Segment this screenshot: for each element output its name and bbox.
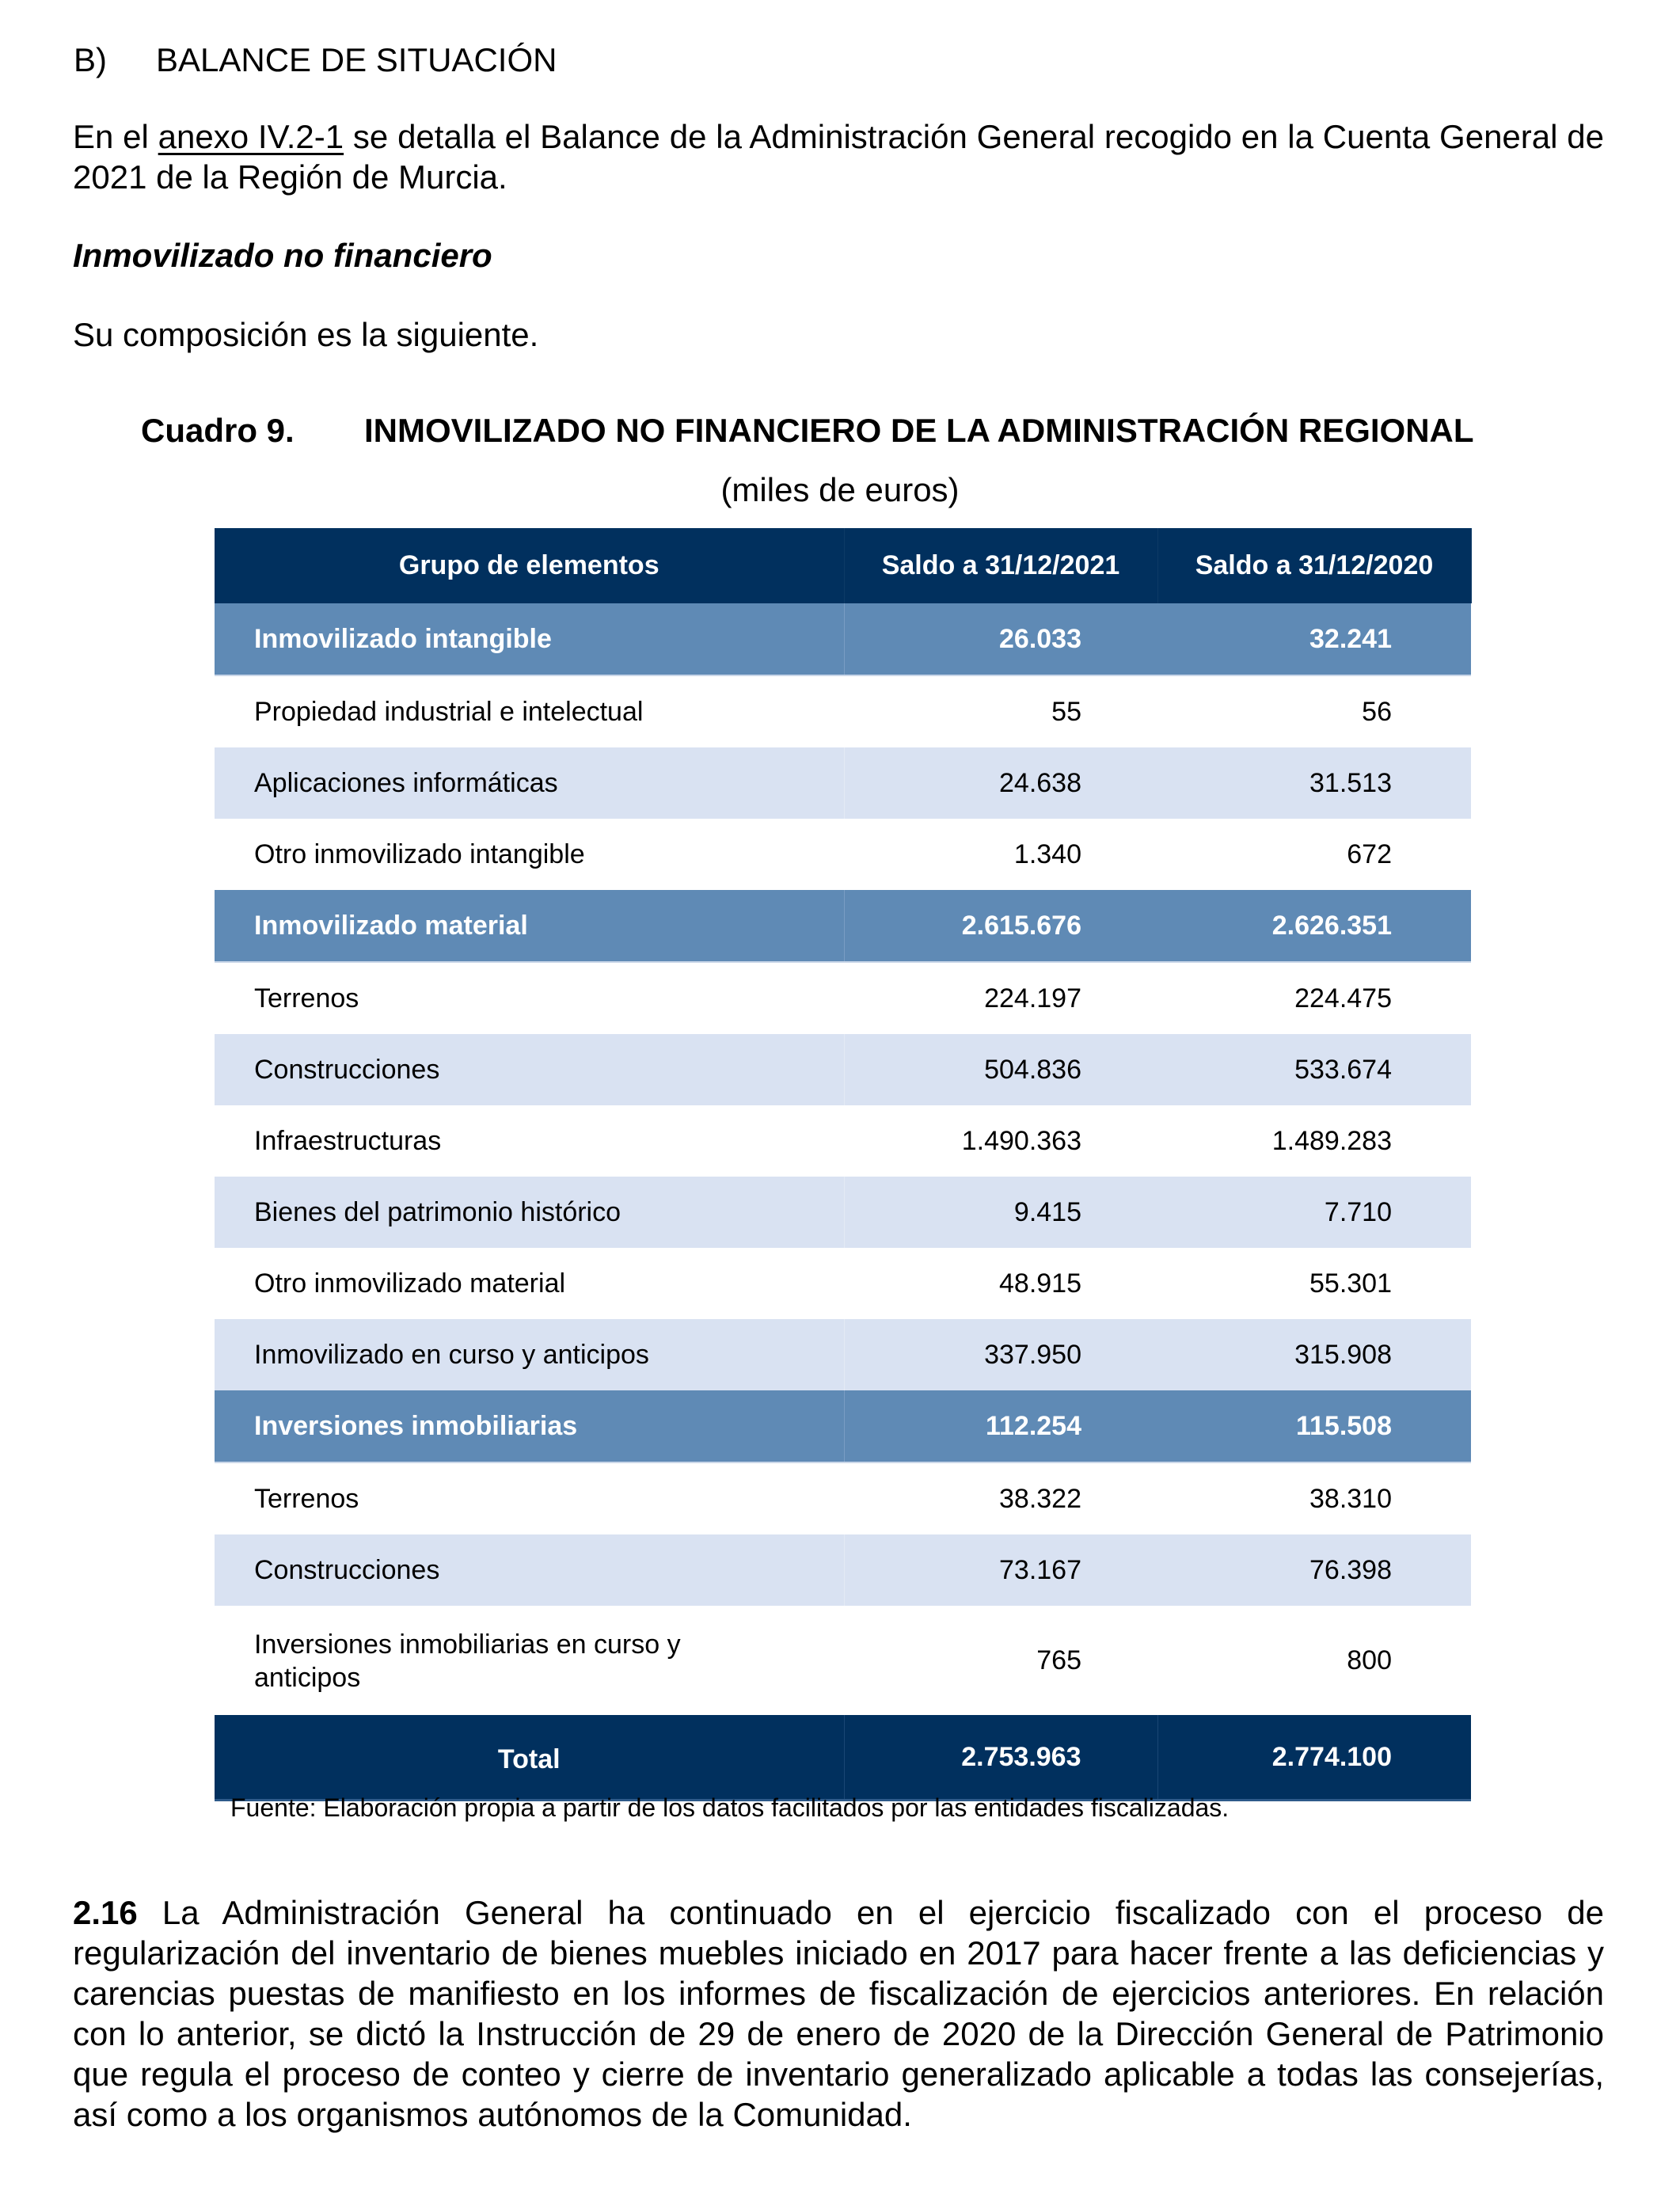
section-number: B) <box>74 41 107 78</box>
table-title: INMOVILIZADO NO FINANCIERO DE LA ADMINISTRACIÓN REGIONAL <box>364 412 1474 449</box>
paragraph-number: 2.16 <box>73 1894 138 1931</box>
paragraph-2-16 <box>73 1892 1604 2135</box>
value-2020: 2.626.351 <box>1157 890 1471 962</box>
subsection-title: Inmovilizado no financiero <box>73 237 492 274</box>
column-header-2020: Saldo a 31/12/2020 <box>1157 528 1471 603</box>
row-label: Propiedad industrial e intelectual <box>215 675 844 747</box>
value-2021: 2.615.676 <box>844 890 1157 962</box>
table-row <box>215 1606 1471 1715</box>
value-2021: 9.415 <box>844 1177 1157 1248</box>
total-label: Total <box>215 1715 844 1801</box>
value-2020: 7.710 <box>1157 1177 1471 1248</box>
units-label: (miles de euros) <box>720 471 960 508</box>
table-units <box>0 470 1680 510</box>
intro-text-end: se detalla el Balance de la Administración General recogido en la Cuenta General de 2021 de la Región de Murcia. <box>73 118 1604 196</box>
table-number: Cuadro 9. <box>141 412 295 449</box>
value-2021: 765 <box>844 1606 1157 1715</box>
value-2020: 31.513 <box>1157 747 1471 819</box>
column-header-group: Grupo de elementos <box>215 528 844 603</box>
row-label: Bienes del patrimonio histórico <box>215 1177 844 1248</box>
value-2020: 32.241 <box>1157 603 1471 675</box>
value-2020: 1.489.283 <box>1157 1105 1471 1177</box>
table-row <box>215 962 1471 1034</box>
column-header-2021: Saldo a 31/12/2021 <box>844 528 1157 603</box>
composition-text: Su composición es la siguiente. <box>73 316 539 353</box>
value-2020: 56 <box>1157 675 1471 747</box>
value-2020: 76.398 <box>1157 1534 1471 1606</box>
value-2021: 24.638 <box>844 747 1157 819</box>
value-2021: 26.033 <box>844 603 1157 675</box>
row-label: Terrenos <box>215 962 844 1034</box>
paragraph-text: La Administración General ha continuado en el ejercicio fiscalizado con el proceso de regularización del inventario de bienes muebles iniciado en 2017 para hacer frente a las deficiencias y carencias puestas de manifiesto en los informes de fiscalización de ejercicios anteriores. En relación con lo anterior, se dictó la Instrucción de 29 de enero de 2020 de la Dirección General de Patrimonio que regula el proceso de conteo y cierre de inventario generalizado aplicable a todas las consejerías, así como a los organismos autónomos de la Comunidad. <box>73 1894 1604 2133</box>
row-label: Aplicaciones informáticas <box>215 747 844 819</box>
table-row <box>215 1319 1471 1390</box>
value-2020: 315.908 <box>1157 1319 1471 1390</box>
value-2021: 48.915 <box>844 1248 1157 1319</box>
value-2020: 38.310 <box>1157 1462 1471 1534</box>
value-2021: 38.322 <box>844 1462 1157 1534</box>
table-row <box>215 675 1471 747</box>
value-2021: 55 <box>844 675 1157 747</box>
value-2020: 533.674 <box>1157 1034 1471 1105</box>
row-label: Construcciones <box>215 1534 844 1606</box>
row-label: Otro inmovilizado material <box>215 1248 844 1319</box>
intro-paragraph <box>73 116 1604 197</box>
row-label: Construcciones <box>215 1034 844 1105</box>
table-row <box>215 1034 1471 1105</box>
total-2020: 2.774.100 <box>1157 1715 1471 1801</box>
value-2020: 672 <box>1157 819 1471 890</box>
table-row-group <box>215 603 1471 675</box>
value-2020: 115.508 <box>1157 1390 1471 1462</box>
table-header-row <box>215 528 1471 603</box>
table-row <box>215 1534 1471 1606</box>
value-2020: 800 <box>1157 1606 1471 1715</box>
value-2021: 1.490.363 <box>844 1105 1157 1177</box>
row-label-text: Inversiones inmobiliarias en curso y anticipos <box>254 1629 681 1693</box>
row-label: Inmovilizado en curso y anticipos <box>215 1319 844 1390</box>
table-row-group <box>215 890 1471 962</box>
annex-link[interactable]: anexo IV.2-1 <box>158 118 344 155</box>
table-row <box>215 1462 1471 1534</box>
row-label: Otro inmovilizado intangible <box>215 819 844 890</box>
intro-text-start: En el <box>73 118 158 155</box>
total-2021: 2.753.963 <box>844 1715 1157 1801</box>
value-2021: 112.254 <box>844 1390 1157 1462</box>
row-label: Terrenos <box>215 1462 844 1534</box>
source-note: Fuente: Elaboración propia a partir de los datos facilitados por las entidades fiscalizadas. <box>230 1793 1230 1822</box>
table-row <box>215 1105 1471 1177</box>
row-label <box>215 1606 844 1715</box>
table-caption <box>141 410 1474 451</box>
value-2021: 337.950 <box>844 1319 1157 1390</box>
table-row-total <box>215 1715 1471 1801</box>
row-label: Inmovilizado material <box>215 890 844 962</box>
table-row <box>215 819 1471 890</box>
table-row <box>215 747 1471 819</box>
value-2021: 504.836 <box>844 1034 1157 1105</box>
value-2021: 224.197 <box>844 962 1157 1034</box>
section-title: BALANCE DE SITUACIÓN <box>156 41 557 78</box>
value-2020: 55.301 <box>1157 1248 1471 1319</box>
table-row <box>215 1248 1471 1319</box>
value-2020: 224.475 <box>1157 962 1471 1034</box>
fixed-assets-table <box>215 528 1472 1801</box>
table-row-group <box>215 1390 1471 1462</box>
value-2021: 73.167 <box>844 1534 1157 1606</box>
row-label: Inversiones inmobiliarias <box>215 1390 844 1462</box>
value-2021: 1.340 <box>844 819 1157 890</box>
row-label: Infraestructuras <box>215 1105 844 1177</box>
row-label: Inmovilizado intangible <box>215 603 844 675</box>
table-row <box>215 1177 1471 1248</box>
section-heading <box>74 40 557 80</box>
